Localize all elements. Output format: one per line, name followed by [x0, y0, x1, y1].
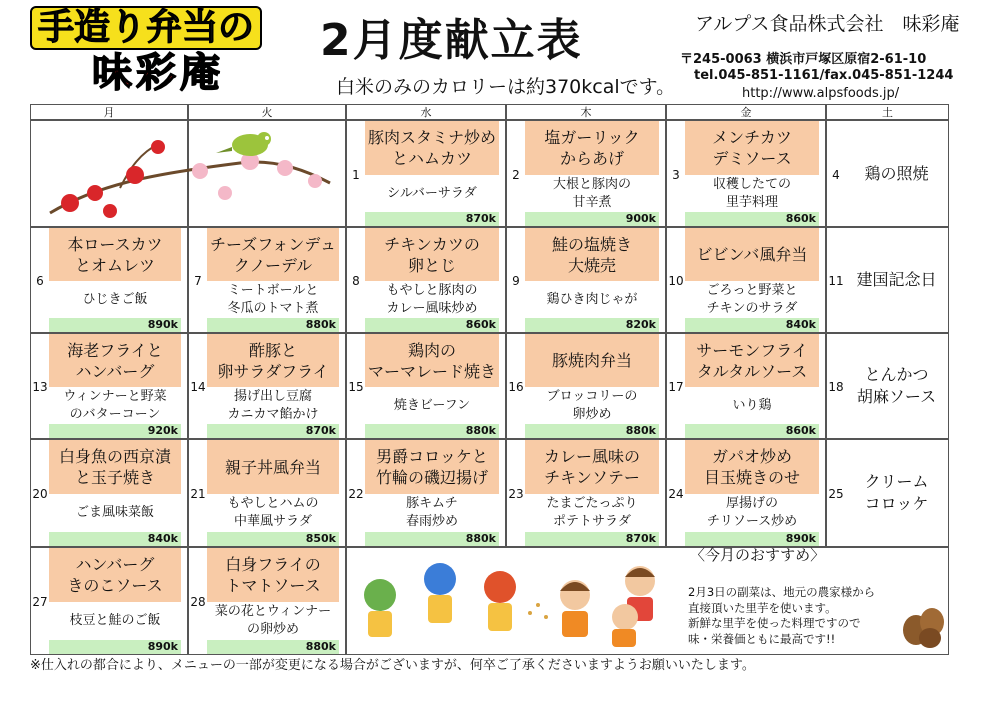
date-number: 9: [512, 274, 520, 288]
main-dish: 男爵コロッケと 竹輪の磯辺揚げ: [365, 440, 499, 494]
date-number: 23: [508, 487, 524, 501]
calendar-cell: [666, 120, 826, 227]
calendar-cell: [188, 547, 346, 655]
calorie-value: 860k: [685, 424, 819, 438]
date-number: 13: [32, 380, 48, 394]
calendar-cell: [826, 439, 949, 547]
date-number: 4: [832, 168, 840, 182]
calorie-value: 820k: [525, 318, 659, 332]
side-dish: もやしと豚肉の カレー風味炒め: [386, 282, 478, 316]
calendar-cell: [666, 439, 826, 547]
setsubun-oni-kids-illustration: [350, 553, 680, 653]
side-dish: たまごたっぷり ポテトサラダ: [546, 496, 638, 529]
calendar-cell: [666, 333, 826, 439]
saturday-menu: 建国記念日: [856, 270, 937, 289]
calorie-value: 920k: [49, 424, 181, 438]
calorie-value: 890k: [49, 640, 181, 654]
date-number: 2: [512, 168, 520, 182]
date-number: 20: [32, 487, 48, 501]
date-number: 6: [36, 274, 44, 288]
calendar-cell: [30, 333, 188, 439]
main-dish: チキンカツの 卵とじ: [365, 228, 499, 281]
recommend-text: 2月3日の副菜は、地元の農家様から 直接頂いた里芋を使います。 新鮮な里芋を使った料理ですので 味・栄養価ともに最高です!!: [688, 585, 876, 646]
calendar-cell: [666, 227, 826, 333]
rice-calorie-note: 白米のみのカロリーは約370kcalです。: [336, 76, 676, 98]
calendar-cell: [346, 120, 506, 227]
calendar-cell: [346, 227, 506, 333]
day-header-0: 月: [30, 104, 188, 120]
company-address: 〒245-0063 横浜市戸塚区原宿2-61-10: [680, 52, 927, 67]
taro-icon: [898, 600, 948, 650]
date-number: 17: [668, 380, 684, 394]
company-name: アルプス食品株式会社 味彩庵: [695, 13, 960, 35]
calorie-value: 890k: [49, 318, 181, 332]
main-dish: 鶏肉の マーマレード焼き: [365, 334, 499, 387]
side-dish: ひじきご飯: [82, 291, 148, 307]
calendar-cell: [826, 227, 949, 333]
calendar-cell: [30, 547, 188, 655]
date-number: 21: [190, 487, 206, 501]
date-number: 25: [828, 487, 844, 501]
date-number: 14: [190, 380, 206, 394]
calorie-value: 880k: [207, 318, 339, 332]
logo-top-text: 手造り弁当の: [30, 6, 262, 50]
date-number: 28: [190, 595, 206, 609]
main-dish: 白身魚の西京漬 と玉子焼き: [49, 440, 181, 494]
main-dish: ガパオ炒め 目玉焼きのせ: [685, 440, 819, 494]
date-number: 11: [828, 274, 844, 288]
date-number: 10: [668, 274, 684, 288]
calorie-value: 880k: [207, 640, 339, 654]
day-header-4: 金: [666, 104, 826, 120]
date-number: 3: [672, 168, 680, 182]
date-number: 24: [668, 487, 684, 501]
calendar-cell: [826, 333, 949, 439]
main-dish: ハンバーグ きのこソース: [49, 548, 181, 602]
date-number: 8: [352, 274, 360, 288]
main-dish: 鮭の塩焼き 大焼売: [525, 228, 659, 281]
date-number: 1: [352, 168, 360, 182]
side-dish: もやしとハムの 中華風サラダ: [227, 496, 319, 529]
side-dish: 焼きビーフン: [393, 397, 471, 413]
calorie-value: 840k: [685, 318, 819, 332]
calendar-cell: [30, 439, 188, 547]
calorie-value: 900k: [525, 212, 659, 226]
side-dish: ごま風味菜飯: [75, 505, 154, 520]
company-phone: tel.045-851-1161/fax.045-851-1244: [694, 68, 954, 83]
calorie-value: 850k: [207, 532, 339, 546]
main-dish: 海老フライと ハンバーグ: [49, 334, 181, 387]
main-dish: 白身フライの トマトソース: [207, 548, 339, 602]
calorie-value: 870k: [365, 212, 499, 226]
day-header-2: 水: [346, 104, 506, 120]
side-dish: 枝豆と鮭のご飯: [69, 613, 161, 628]
saturday-menu: クリーム コロッケ: [864, 472, 929, 513]
calendar-cell: [30, 227, 188, 333]
side-dish: 大根と豚肉の 甘辛煮: [552, 176, 631, 210]
calendar-cell: [506, 439, 666, 547]
plum-blossom-bird-illustration: [40, 123, 340, 223]
recommend-title: 〈今月のおすすめ〉: [690, 546, 826, 564]
main-dish: カレー風味の チキンソテー: [525, 440, 659, 494]
main-dish: メンチカツ デミソース: [685, 121, 819, 175]
day-header-5: 土: [826, 104, 949, 120]
main-dish: 塩ガーリック からあげ: [525, 121, 659, 175]
side-dish: 豚キムチ 春雨炒め: [405, 496, 458, 529]
calendar-cell: [188, 333, 346, 439]
main-dish: 豚肉スタミナ炒め とハムカツ: [365, 121, 499, 175]
main-dish: サーモンフライ タルタルソース: [685, 334, 819, 387]
side-dish: 鶏ひき肉じゃが: [546, 291, 638, 307]
calorie-value: 880k: [525, 424, 659, 438]
side-dish: 揚げ出し豆腐 カニカマ餡かけ: [227, 388, 319, 422]
calendar-cell: [188, 439, 346, 547]
calorie-value: 860k: [365, 318, 499, 332]
date-number: 16: [508, 380, 524, 394]
calendar-cell: [506, 120, 666, 227]
side-dish: ウィンナーと野菜 のバターコーン: [63, 388, 167, 422]
main-dish: 親子丼風弁当: [207, 440, 339, 494]
date-number: 15: [348, 380, 364, 394]
day-header-3: 木: [506, 104, 666, 120]
calorie-value: 880k: [365, 424, 499, 438]
calorie-value: 860k: [685, 212, 819, 226]
calendar-cell: [826, 120, 949, 227]
calorie-value: 890k: [685, 532, 819, 546]
side-dish: ごろっと野菜と チキンのサラダ: [706, 282, 798, 316]
calorie-value: 870k: [207, 424, 339, 438]
calendar-cell: [506, 333, 666, 439]
day-header-1: 火: [188, 104, 346, 120]
main-dish: 豚焼肉弁当: [525, 334, 659, 387]
main-dish: チーズフォンデュ クノーデル: [207, 228, 339, 281]
side-dish: ミートボールと 冬瓜のトマト煮: [227, 282, 319, 316]
calorie-value: 840k: [49, 532, 181, 546]
date-number: 22: [348, 487, 364, 501]
date-number: 27: [32, 595, 48, 609]
page-title: 2月度献立表: [320, 15, 583, 66]
main-dish: 本ロースカツ とオムレツ: [49, 228, 181, 281]
footnote: ※仕入れの都合により、メニューの一部が変更になる場合がございますが、何卒ご了承くださいますようお願いいたします。: [30, 658, 755, 673]
calendar-cell: [346, 333, 506, 439]
calendar-cell: [506, 227, 666, 333]
side-dish: ブロッコリーの 卵炒め: [546, 388, 638, 422]
main-dish: ビビンバ風弁当: [685, 228, 819, 281]
side-dish: 収穫したての 里芋料理: [712, 176, 791, 210]
side-dish: 菜の花とウィンナー の卵炒め: [214, 604, 332, 637]
calorie-value: 880k: [365, 532, 499, 546]
saturday-menu: 鶏の照焼: [864, 163, 929, 183]
calorie-value: 870k: [525, 532, 659, 546]
side-dish: いり鶏: [732, 397, 772, 413]
calendar-cell: [188, 227, 346, 333]
company-url[interactable]: http://www.alpsfoods.jp/: [742, 86, 900, 101]
date-number: 18: [828, 380, 844, 394]
side-dish: 厚揚げの チリソース炒め: [706, 496, 798, 529]
saturday-menu: とんかつ 胡麻ソース: [856, 365, 937, 406]
side-dish: シルバーサラダ: [387, 185, 477, 201]
date-number: 7: [194, 274, 202, 288]
calendar-cell: [346, 439, 506, 547]
logo-bottom-text: 味彩庵: [92, 50, 224, 96]
main-dish: 酢豚と 卵サラダフライ: [207, 334, 339, 387]
